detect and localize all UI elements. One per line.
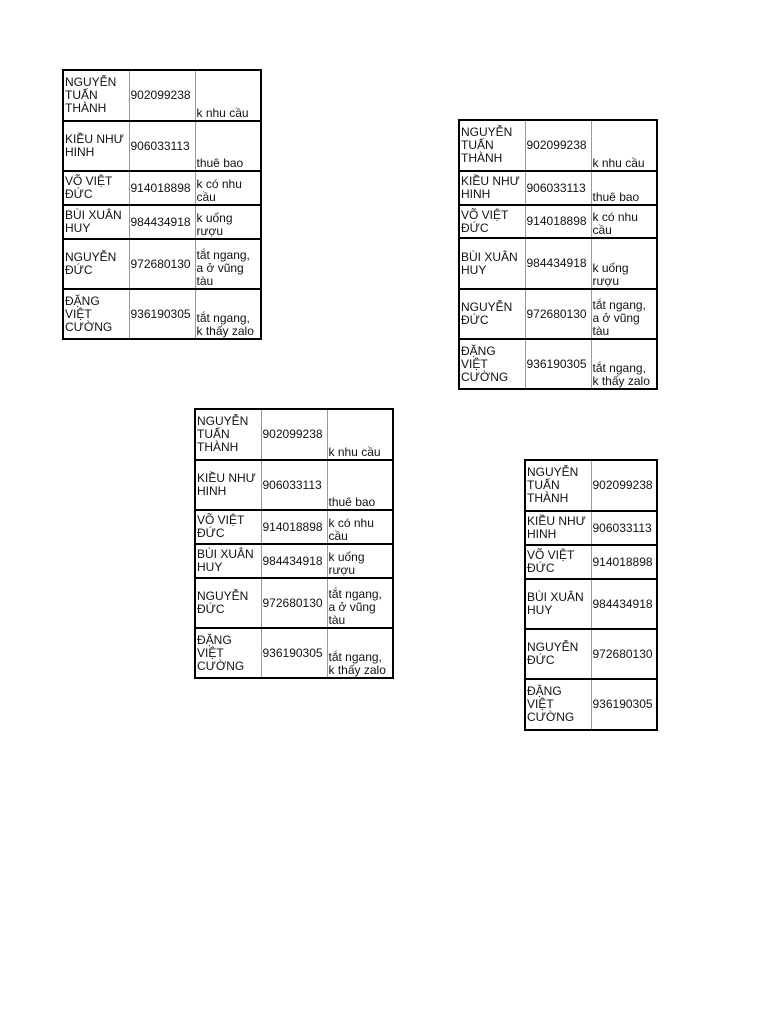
note-cell: tắt ngang, k thấy zalo xyxy=(195,289,261,339)
note-cell: k nhu cầu xyxy=(327,409,393,460)
phone-cell: 972680130 xyxy=(591,629,657,679)
table-row xyxy=(63,171,261,205)
name-cell: ĐẶNG VIỆT CƯỜNG xyxy=(195,628,261,678)
table-row xyxy=(195,578,393,628)
table-row xyxy=(459,120,657,171)
table-row xyxy=(525,460,657,511)
table-row xyxy=(459,289,657,339)
table-row xyxy=(525,579,657,629)
table-row xyxy=(63,239,261,289)
phone-cell: 914018898 xyxy=(591,545,657,579)
note-cell: thuê bao xyxy=(591,171,657,205)
table-row xyxy=(195,544,393,578)
note-cell: tắt ngang, k thấy zalo xyxy=(591,339,657,389)
phone-cell: 936190305 xyxy=(261,628,327,678)
table-row xyxy=(63,121,261,171)
name-cell: VÕ VIỆT ĐỨC xyxy=(525,545,591,579)
note-cell: thuê bao xyxy=(195,121,261,171)
phone-cell: 984434918 xyxy=(129,205,195,239)
name-cell: BÙI XUÂN HUY xyxy=(459,238,525,289)
note-cell: thuê bao xyxy=(327,460,393,510)
table-row xyxy=(459,238,657,289)
phone-cell: 984434918 xyxy=(261,544,327,578)
contact-table-3 xyxy=(194,408,394,679)
name-cell: KIỀU NHƯ HINH xyxy=(63,121,129,171)
phone-cell: 972680130 xyxy=(129,239,195,289)
phone-cell: 902099238 xyxy=(591,460,657,511)
name-cell: NGUYỄN ĐỨC xyxy=(525,629,591,679)
note-cell: k uống rượu xyxy=(591,238,657,289)
table-row xyxy=(525,629,657,679)
note-cell: k có nhu cầu xyxy=(591,205,657,238)
phone-cell: 984434918 xyxy=(591,579,657,629)
table-row xyxy=(63,289,261,339)
contact-table-1 xyxy=(62,69,262,340)
note-cell: k nhu cầu xyxy=(591,120,657,171)
phone-cell: 936190305 xyxy=(591,679,657,730)
table-row xyxy=(525,511,657,545)
note-cell: k có nhu cầu xyxy=(195,171,261,205)
note-cell: k nhu cầu xyxy=(195,70,261,121)
phone-cell: 906033113 xyxy=(261,460,327,510)
note-cell: k uống rượu xyxy=(195,205,261,239)
name-cell: ĐẶNG VIỆT CƯỜNG xyxy=(63,289,129,339)
name-cell: NGUYỄN ĐỨC xyxy=(459,289,525,339)
phone-cell: 906033113 xyxy=(591,511,657,545)
contact-table-4 xyxy=(524,459,658,731)
note-cell: tắt ngang, a ở vũng tàu xyxy=(327,578,393,628)
name-cell: KIỀU NHƯ HINH xyxy=(525,511,591,545)
table-row xyxy=(459,171,657,205)
name-cell: VÕ VIỆT ĐỨC xyxy=(459,205,525,238)
phone-cell: 902099238 xyxy=(261,409,327,460)
note-cell: tắt ngang, k thấy zalo xyxy=(327,628,393,678)
name-cell: NGUYỄN TUẤN THÀNH xyxy=(459,120,525,171)
table-row xyxy=(525,545,657,579)
phone-cell: 914018898 xyxy=(129,171,195,205)
phone-cell: 936190305 xyxy=(129,289,195,339)
phone-cell: 914018898 xyxy=(261,510,327,544)
name-cell: NGUYỄN TUẤN THÀNH xyxy=(63,70,129,121)
name-cell: BÙI XUÂN HUY xyxy=(63,205,129,239)
phone-cell: 972680130 xyxy=(525,289,591,339)
name-cell: NGUYỄN TUẤN THÀNH xyxy=(525,460,591,511)
phone-cell: 906033113 xyxy=(525,171,591,205)
table-row xyxy=(63,70,261,121)
contact-table-2 xyxy=(458,119,658,390)
note-cell: k có nhu cầu xyxy=(327,510,393,544)
phone-cell: 972680130 xyxy=(261,578,327,628)
name-cell: KIỀU NHƯ HINH xyxy=(195,460,261,510)
name-cell: VÕ VIỆT ĐỨC xyxy=(195,510,261,544)
table-row xyxy=(63,205,261,239)
note-cell: tắt ngang, a ở vũng tàu xyxy=(195,239,261,289)
phone-cell: 906033113 xyxy=(129,121,195,171)
name-cell: BÙI XUÂN HUY xyxy=(195,544,261,578)
table-row xyxy=(195,628,393,678)
name-cell: NGUYỄN TUẤN THÀNH xyxy=(195,409,261,460)
table-row xyxy=(459,205,657,238)
name-cell: NGUYỄN ĐỨC xyxy=(195,578,261,628)
name-cell: ĐẶNG VIỆT CƯỜNG xyxy=(525,679,591,730)
phone-cell: 936190305 xyxy=(525,339,591,389)
name-cell: KIỀU NHƯ HINH xyxy=(459,171,525,205)
table-row xyxy=(525,679,657,730)
name-cell: BÙI XUÂN HUY xyxy=(525,579,591,629)
table-row xyxy=(195,460,393,510)
phone-cell: 984434918 xyxy=(525,238,591,289)
name-cell: NGUYỄN ĐỨC xyxy=(63,239,129,289)
phone-cell: 902099238 xyxy=(129,70,195,121)
table-row xyxy=(195,510,393,544)
table-row xyxy=(459,339,657,389)
phone-cell: 902099238 xyxy=(525,120,591,171)
table-row xyxy=(195,409,393,460)
name-cell: VÕ VIỆT ĐỨC xyxy=(63,171,129,205)
phone-cell: 914018898 xyxy=(525,205,591,238)
note-cell: k uống rượu xyxy=(327,544,393,578)
name-cell: ĐẶNG VIỆT CƯỜNG xyxy=(459,339,525,389)
note-cell: tắt ngang, a ở vũng tàu xyxy=(591,289,657,339)
